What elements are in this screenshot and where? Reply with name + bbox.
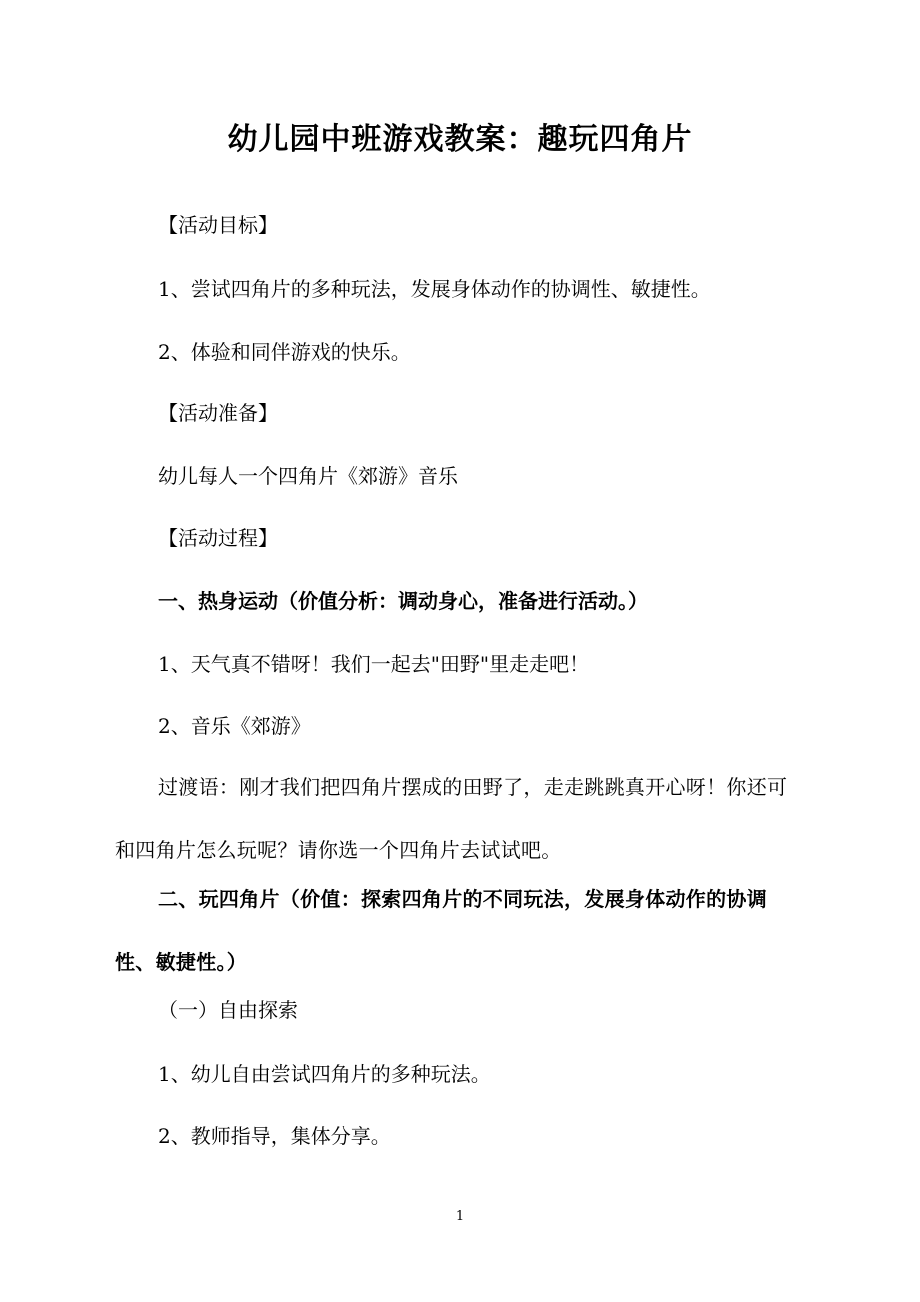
heading-activity-preparation: 【活动准备】 xyxy=(158,401,278,425)
page-number: 1 xyxy=(455,1209,465,1224)
goal-item-2: 2、体验和同伴游戏的快乐。 xyxy=(158,340,411,364)
step-2-2: 2、教师指导，集体分享。 xyxy=(158,1124,391,1148)
step-2-1: 1、幼儿自由尝试四角片的多种玩法。 xyxy=(158,1062,491,1086)
step-1-1: 1、天气真不错呀！我们一起去"田野"里走走吧！ xyxy=(158,652,590,676)
subsection-free-exploration: （一）自由探索 xyxy=(158,998,298,1022)
section-2-heading: 二、玩四角片（价值：探索四角片的不同玩法，发展身体动作的协调性、敏捷性。） xyxy=(115,887,767,974)
goal-item-1: 1、尝试四角片的多种玩法，发展身体动作的协调性、敏捷性。 xyxy=(158,277,711,301)
step-1-2: 2、音乐《郊游》 xyxy=(158,714,311,738)
document-title: 幼儿园中班游戏教案：趣玩四角片 xyxy=(227,122,693,157)
preparation-text: 幼儿每人一个四角片《郊游》音乐 xyxy=(158,464,458,488)
transition-paragraph: 过渡语：刚才我们把四角片摆成的田野了，走走跳跳真开心呀！你还可和四角片怎么玩呢？请你选一个四角片去试试吧。 xyxy=(115,775,788,862)
section-1-heading: 一、热身运动（价值分析：调动身心，准备进行活动。） xyxy=(158,589,648,613)
heading-activity-goals: 【活动目标】 xyxy=(158,213,278,237)
heading-activity-process: 【活动过程】 xyxy=(158,526,278,550)
